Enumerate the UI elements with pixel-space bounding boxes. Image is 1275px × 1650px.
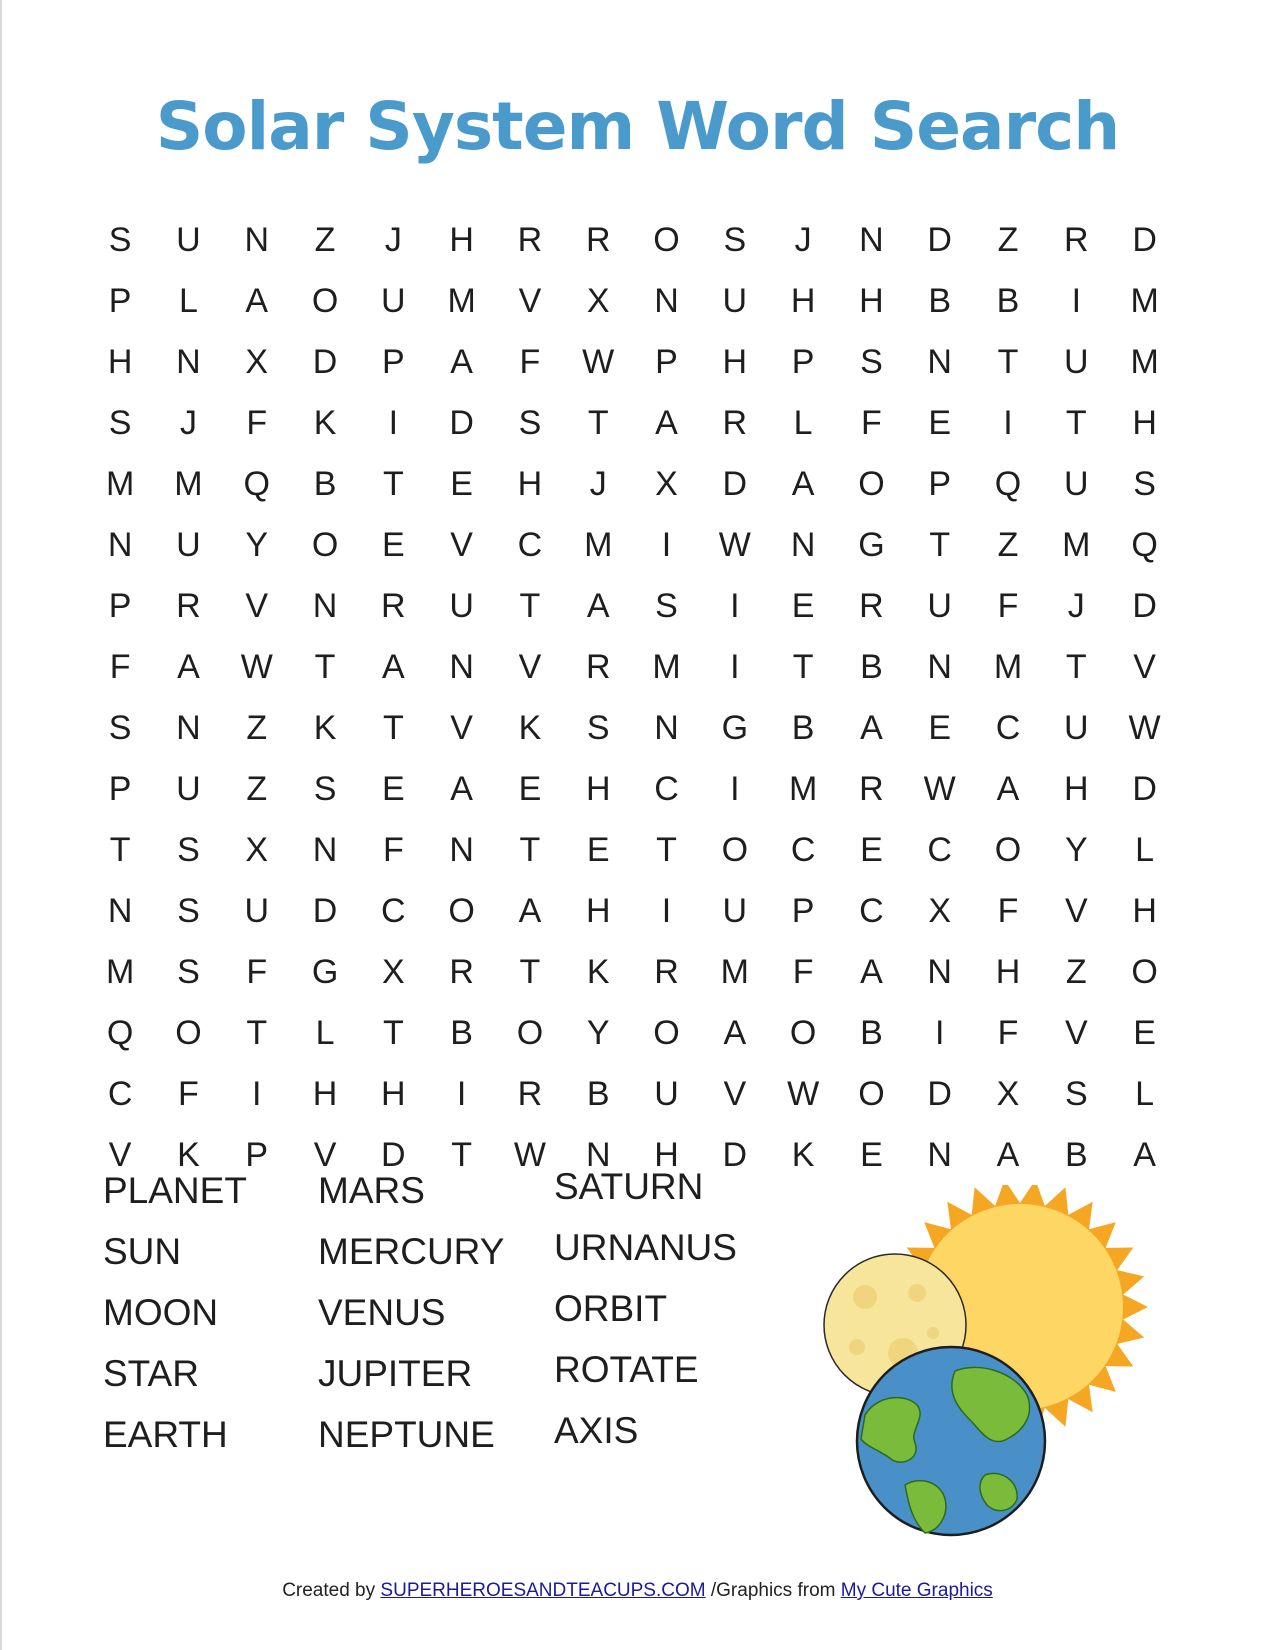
grid-letter: T	[1065, 648, 1087, 686]
grid-letter: E	[791, 587, 815, 625]
grid-letter: H	[585, 770, 611, 808]
grid-letter: N	[449, 648, 474, 686]
grid-letter: H	[312, 1075, 338, 1113]
grid-letter: I	[661, 892, 672, 930]
grid-letter: I	[661, 526, 672, 564]
grid-letter: A	[381, 648, 405, 686]
grid-letter: H	[1132, 404, 1157, 442]
grid-letter: V	[518, 648, 542, 686]
grid-letter: A	[860, 953, 883, 991]
grid-letter: W	[787, 1075, 820, 1113]
grid-letter: R	[517, 221, 543, 259]
grid-letter: A	[996, 1136, 1020, 1174]
grid-letter: R	[859, 770, 884, 808]
grid-letter: X	[245, 343, 269, 381]
grid-letter: A	[996, 770, 1020, 808]
grid-letter: V	[450, 526, 473, 564]
grid-letter: M	[720, 953, 749, 991]
grid-letter: Y	[245, 526, 269, 564]
grid-letter: I	[388, 404, 399, 442]
word-list-item: EARTH	[103, 1414, 228, 1455]
grid-letter: S	[108, 709, 132, 747]
grid-letter: B	[450, 1014, 473, 1052]
grid-letter: R	[585, 221, 611, 259]
grid-letter: I	[456, 1075, 467, 1113]
grid-letter: O	[653, 1014, 680, 1052]
grid-letter: E	[928, 709, 952, 747]
grid-letter: Z	[1065, 953, 1087, 991]
grid-letter: M	[1130, 343, 1159, 381]
grid-letter: F	[246, 404, 268, 442]
grid-letter: X	[996, 1075, 1020, 1113]
grid-letter: Z	[997, 526, 1019, 564]
grid-letter: F	[997, 587, 1019, 625]
grid-letter: A	[723, 1014, 747, 1052]
grid-letter: B	[586, 1075, 610, 1113]
grid-letter: Y	[1064, 831, 1088, 869]
grid-letter: O	[858, 1075, 885, 1113]
grid-letter: V	[518, 282, 542, 320]
grid-letter: U	[654, 1075, 679, 1113]
grid-letter: U	[381, 282, 406, 320]
grid-letter: P	[381, 343, 405, 381]
grid-letter: N	[654, 709, 679, 747]
grid-letter: S	[655, 587, 678, 625]
grid-letter: X	[928, 892, 952, 930]
grid-letter: I	[1071, 282, 1082, 320]
grid-letter: T	[382, 1014, 404, 1052]
grid-letter: D	[1132, 770, 1157, 808]
grid-letter: A	[245, 282, 269, 320]
grid-letter: H	[859, 282, 884, 320]
grid-letter: A	[450, 343, 473, 381]
grid-letter: P	[791, 343, 815, 381]
grid-letter: V	[1133, 648, 1156, 686]
grid-letter: M	[788, 770, 818, 808]
grid-letter: N	[312, 831, 338, 869]
grid-letter: I	[730, 648, 740, 686]
grid-letter: N	[927, 953, 952, 991]
grid-letter: H	[517, 465, 543, 503]
grid-letter: V	[1064, 892, 1088, 930]
grid-letter: V	[450, 709, 473, 747]
grid-letter: P	[108, 282, 132, 320]
grid-letter: R	[1064, 221, 1089, 259]
grid-letter: T	[519, 953, 541, 991]
grid-letter: C	[107, 1075, 133, 1113]
grid-letter: M	[993, 648, 1023, 686]
grid-letter: P	[108, 587, 132, 625]
grid-letter: U	[1064, 343, 1089, 381]
grid-letter: V	[313, 1136, 337, 1174]
grid-letter: O	[653, 221, 680, 259]
grid-letter: U	[176, 526, 201, 564]
graphics-link[interactable]: My Cute Graphics	[840, 1580, 993, 1601]
grid-letter: R	[381, 587, 406, 625]
grid-letter: L	[315, 1014, 335, 1052]
grid-letter: O	[311, 526, 339, 564]
grid-letter: P	[245, 1136, 269, 1174]
grid-letter: T	[792, 648, 814, 686]
grid-letter: W	[513, 1136, 546, 1174]
grid-letter: P	[655, 343, 678, 381]
grid-letter: W	[1128, 709, 1161, 747]
grid-letter: O	[1131, 953, 1158, 991]
grid-letter: J	[384, 221, 402, 259]
grid-letter: E	[450, 465, 473, 503]
grid-letter: E	[381, 526, 405, 564]
grid-letter: E	[860, 1136, 883, 1174]
grid-letter: F	[382, 831, 404, 869]
grid-letter: T	[656, 831, 677, 869]
grid-letter: L	[1135, 1075, 1155, 1113]
grid-letter: R	[176, 587, 201, 625]
grid-letter: T	[314, 648, 336, 686]
grid-letter: T	[929, 526, 951, 564]
grid-letter: O	[448, 892, 475, 930]
grid-letter: T	[109, 831, 131, 869]
grid-letter: Z	[246, 770, 268, 808]
grid-letter: W	[582, 343, 615, 381]
grid-letter: B	[313, 465, 337, 503]
grid-letter: J	[794, 221, 812, 259]
grid-letter: T	[1065, 404, 1087, 442]
grid-letter: S	[860, 343, 883, 381]
grid-letter: N	[859, 221, 884, 259]
grid-letter: B	[860, 648, 883, 686]
grid-letter: Z	[246, 709, 268, 747]
grid-letter: N	[585, 1136, 611, 1174]
grid-letter: O	[516, 1014, 544, 1052]
grid-letter: M	[447, 282, 476, 320]
grid-letter: X	[245, 831, 269, 869]
grid-letter: Q	[1131, 526, 1158, 564]
grid-letter: H	[722, 343, 748, 381]
grid-letter: M	[105, 465, 135, 503]
word-list-item: AXIS	[554, 1410, 639, 1451]
grid-letter: O	[721, 831, 749, 869]
grid-letter: Z	[997, 221, 1019, 259]
grid-letter: G	[721, 709, 749, 747]
grid-letter: E	[860, 831, 883, 869]
grid-letter: Q	[994, 465, 1022, 503]
grid-letter: T	[451, 1136, 473, 1174]
word-list-item: PLANET	[103, 1170, 247, 1211]
grid-letter: W	[718, 526, 751, 564]
grid-letter: C	[790, 831, 816, 869]
grid-letter: W	[923, 770, 956, 808]
grid-letter: E	[381, 770, 405, 808]
grid-letter: X	[655, 465, 678, 503]
grid-letter: I	[934, 1014, 945, 1052]
grid-letter: E	[586, 831, 610, 869]
grid-letter: A	[586, 587, 610, 625]
grid-letter: K	[518, 709, 542, 747]
grid-letter: J	[589, 465, 607, 503]
grid-letter: H	[449, 221, 474, 259]
grid-letter: V	[723, 1075, 747, 1113]
grid-letter: O	[175, 1014, 202, 1052]
site-link[interactable]: SUPERHEROESANDTEACUPS.COM	[380, 1580, 706, 1601]
grid-letter: V	[245, 587, 269, 625]
grid-letter: K	[313, 404, 337, 442]
grid-letter: U	[722, 282, 748, 320]
grid-letter: T	[246, 1014, 268, 1052]
word-list-item: MOON	[103, 1292, 219, 1333]
grid-letter: M	[1130, 282, 1159, 320]
grid-letter: S	[313, 770, 337, 808]
grid-letter: M	[584, 526, 613, 564]
grid-letter: A	[860, 709, 883, 747]
grid-letter: D	[722, 1136, 748, 1174]
word-list-item: STAR	[103, 1353, 199, 1394]
grid-letter: Q	[243, 465, 270, 503]
grid-letter: I	[730, 587, 740, 625]
grid-letter: L	[1135, 831, 1155, 869]
solar-system-illustration	[805, 1185, 1195, 1565]
grid-letter: C	[859, 892, 884, 930]
grid-letter: S	[108, 221, 132, 259]
grid-letter: U	[449, 587, 474, 625]
grid-letter: N	[927, 1136, 952, 1174]
grid-letter: F	[246, 953, 268, 991]
footer-graphics-from: /Graphics from	[710, 1580, 836, 1601]
grid-letter: U	[176, 770, 201, 808]
grid-letter: P	[928, 465, 952, 503]
grid-letter: K	[177, 1136, 200, 1174]
grid-letter: Z	[314, 221, 336, 259]
grid-letter: F	[861, 404, 882, 442]
grid-letter: S	[177, 892, 200, 930]
grid-letter: O	[789, 1014, 817, 1052]
grid-letter: H	[381, 1075, 406, 1113]
grid-letter: R	[517, 1075, 543, 1113]
grid-letter: U	[722, 892, 748, 930]
grid-letter: T	[519, 831, 541, 869]
grid-letter: F	[997, 892, 1019, 930]
grid-letter: A	[1133, 1136, 1156, 1174]
grid-letter: H	[107, 343, 133, 381]
grid-letter: R	[585, 648, 611, 686]
grid-letter: R	[654, 953, 679, 991]
word-list-column-3	[554, 1156, 737, 1461]
grid-letter: H	[995, 953, 1021, 991]
grid-letter: Q	[106, 1014, 134, 1052]
grid-letter: U	[244, 892, 270, 930]
word-list-item: URNANUS	[554, 1227, 737, 1268]
grid-letter: M	[105, 953, 135, 991]
grid-letter: W	[240, 648, 273, 686]
grid-letter: N	[107, 892, 133, 930]
grid-letter: D	[927, 221, 952, 259]
grid-letter: F	[792, 953, 814, 991]
grid-letter: N	[244, 221, 270, 259]
grid-letter: N	[790, 526, 816, 564]
grid-letter: U	[1064, 709, 1089, 747]
grid-letter: U	[927, 587, 952, 625]
grid-letter: C	[995, 709, 1021, 747]
word-list-item: ORBIT	[554, 1288, 668, 1329]
grid-letter: C	[381, 892, 406, 930]
footer-credits	[0, 1580, 1275, 1602]
grid-letter: L	[178, 282, 198, 320]
grid-letter: R	[722, 404, 748, 442]
grid-letter: I	[252, 1075, 262, 1113]
word-list-item: VENUS	[318, 1292, 446, 1333]
grid-letter: C	[654, 770, 679, 808]
earth-icon	[857, 1347, 1045, 1535]
grid-letter: A	[450, 770, 473, 808]
grid-letter: B	[860, 1014, 883, 1052]
grid-letter: J	[1067, 587, 1085, 625]
grid-letter: K	[313, 709, 337, 747]
grid-letter: C	[927, 831, 952, 869]
grid-letter: E	[518, 770, 542, 808]
grid-letter: O	[311, 282, 339, 320]
grid-letter: U	[176, 221, 201, 259]
grid-letter: A	[791, 465, 815, 503]
grid-letter: G	[858, 526, 885, 564]
grid-letter: N	[927, 648, 952, 686]
grid-letter: I	[1003, 404, 1013, 442]
grid-letter: S	[518, 404, 542, 442]
page-edge	[0, 0, 2, 1650]
grid-letter: D	[927, 1075, 952, 1113]
grid-letter: S	[586, 709, 610, 747]
grid-letter: S	[177, 831, 200, 869]
grid-letter: R	[449, 953, 474, 991]
grid-letter: N	[312, 587, 338, 625]
grid-letter: F	[519, 343, 541, 381]
grid-letter: T	[997, 343, 1019, 381]
word-list-item: MERCURY	[318, 1231, 505, 1272]
grid-letter: A	[655, 404, 678, 442]
word-list-column-1	[103, 1160, 247, 1465]
grid-letter: C	[517, 526, 543, 564]
grid-letter: B	[1064, 1136, 1088, 1174]
grid-letter: A	[518, 892, 542, 930]
word-list-item: JUPITER	[318, 1353, 473, 1394]
word-list-item: NEPTUNE	[318, 1414, 495, 1455]
grid-letter: G	[311, 953, 339, 991]
grid-letter: P	[791, 892, 815, 930]
grid-letter: A	[177, 648, 200, 686]
grid-letter: S	[1064, 1075, 1088, 1113]
grid-letter: T	[587, 404, 609, 442]
grid-letter: S	[1133, 465, 1156, 503]
grid-letter: U	[1064, 465, 1089, 503]
grid-letter: E	[928, 404, 952, 442]
grid-letter: J	[179, 404, 197, 442]
grid-letter: I	[730, 770, 740, 808]
grid-letter: D	[1132, 587, 1157, 625]
grid-letter: H	[1064, 770, 1089, 808]
grid-letter: P	[108, 770, 132, 808]
grid-letter: S	[177, 953, 200, 991]
grid-letter: X	[586, 282, 610, 320]
grid-letter: N	[449, 831, 474, 869]
grid-letter: B	[928, 282, 952, 320]
letter-grid	[86, 210, 1179, 1186]
word-list-column-2	[318, 1160, 504, 1465]
grid-letter: V	[108, 1136, 132, 1174]
grid-letter: E	[1133, 1014, 1156, 1052]
grid-letter: N	[107, 526, 133, 564]
grid-letter: K	[791, 1136, 815, 1174]
grid-letter: H	[790, 282, 816, 320]
grid-letter: M	[652, 648, 681, 686]
grid-letter: D	[381, 1136, 406, 1174]
grid-letter: N	[176, 709, 201, 747]
word-list-item: SUN	[103, 1231, 182, 1272]
grid-letter: L	[793, 404, 813, 442]
grid-letter: M	[1062, 526, 1091, 564]
grid-letter: D	[722, 465, 748, 503]
grid-letter: F	[997, 1014, 1019, 1052]
grid-letter: T	[382, 465, 404, 503]
grid-letter: N	[176, 343, 201, 381]
grid-letter: D	[312, 892, 338, 930]
grid-letter: K	[586, 953, 610, 991]
word-list-item: ROTATE	[554, 1349, 699, 1390]
grid-letter: H	[1132, 892, 1157, 930]
grid-letter: O	[858, 465, 885, 503]
grid-letter: B	[791, 709, 815, 747]
grid-letter: M	[174, 465, 203, 503]
page-title: Solar System Word Search	[155, 88, 1120, 165]
grid-letter: B	[996, 282, 1020, 320]
grid-letter: S	[723, 221, 747, 259]
grid-letter: D	[1132, 221, 1157, 259]
grid-letter: N	[654, 282, 679, 320]
grid-letter: F	[178, 1075, 199, 1113]
grid-letter: F	[109, 648, 131, 686]
grid-letter: D	[312, 343, 338, 381]
grid-letter: V	[1064, 1014, 1088, 1052]
grid-letter: O	[994, 831, 1022, 869]
grid-letter: R	[859, 587, 884, 625]
grid-letter: T	[519, 587, 541, 625]
grid-letter: N	[927, 343, 952, 381]
word-list-item: MARS	[318, 1170, 425, 1211]
grid-letter: H	[585, 892, 611, 930]
grid-letter: S	[108, 404, 132, 442]
grid-letter: T	[382, 709, 404, 747]
grid-letter: H	[654, 1136, 679, 1174]
footer-created-by: Created by	[282, 1580, 376, 1601]
grid-letter: Y	[586, 1014, 610, 1052]
grid-letter: D	[449, 404, 474, 442]
word-list-item: SATURN	[554, 1166, 704, 1207]
grid-letter: X	[381, 953, 405, 991]
